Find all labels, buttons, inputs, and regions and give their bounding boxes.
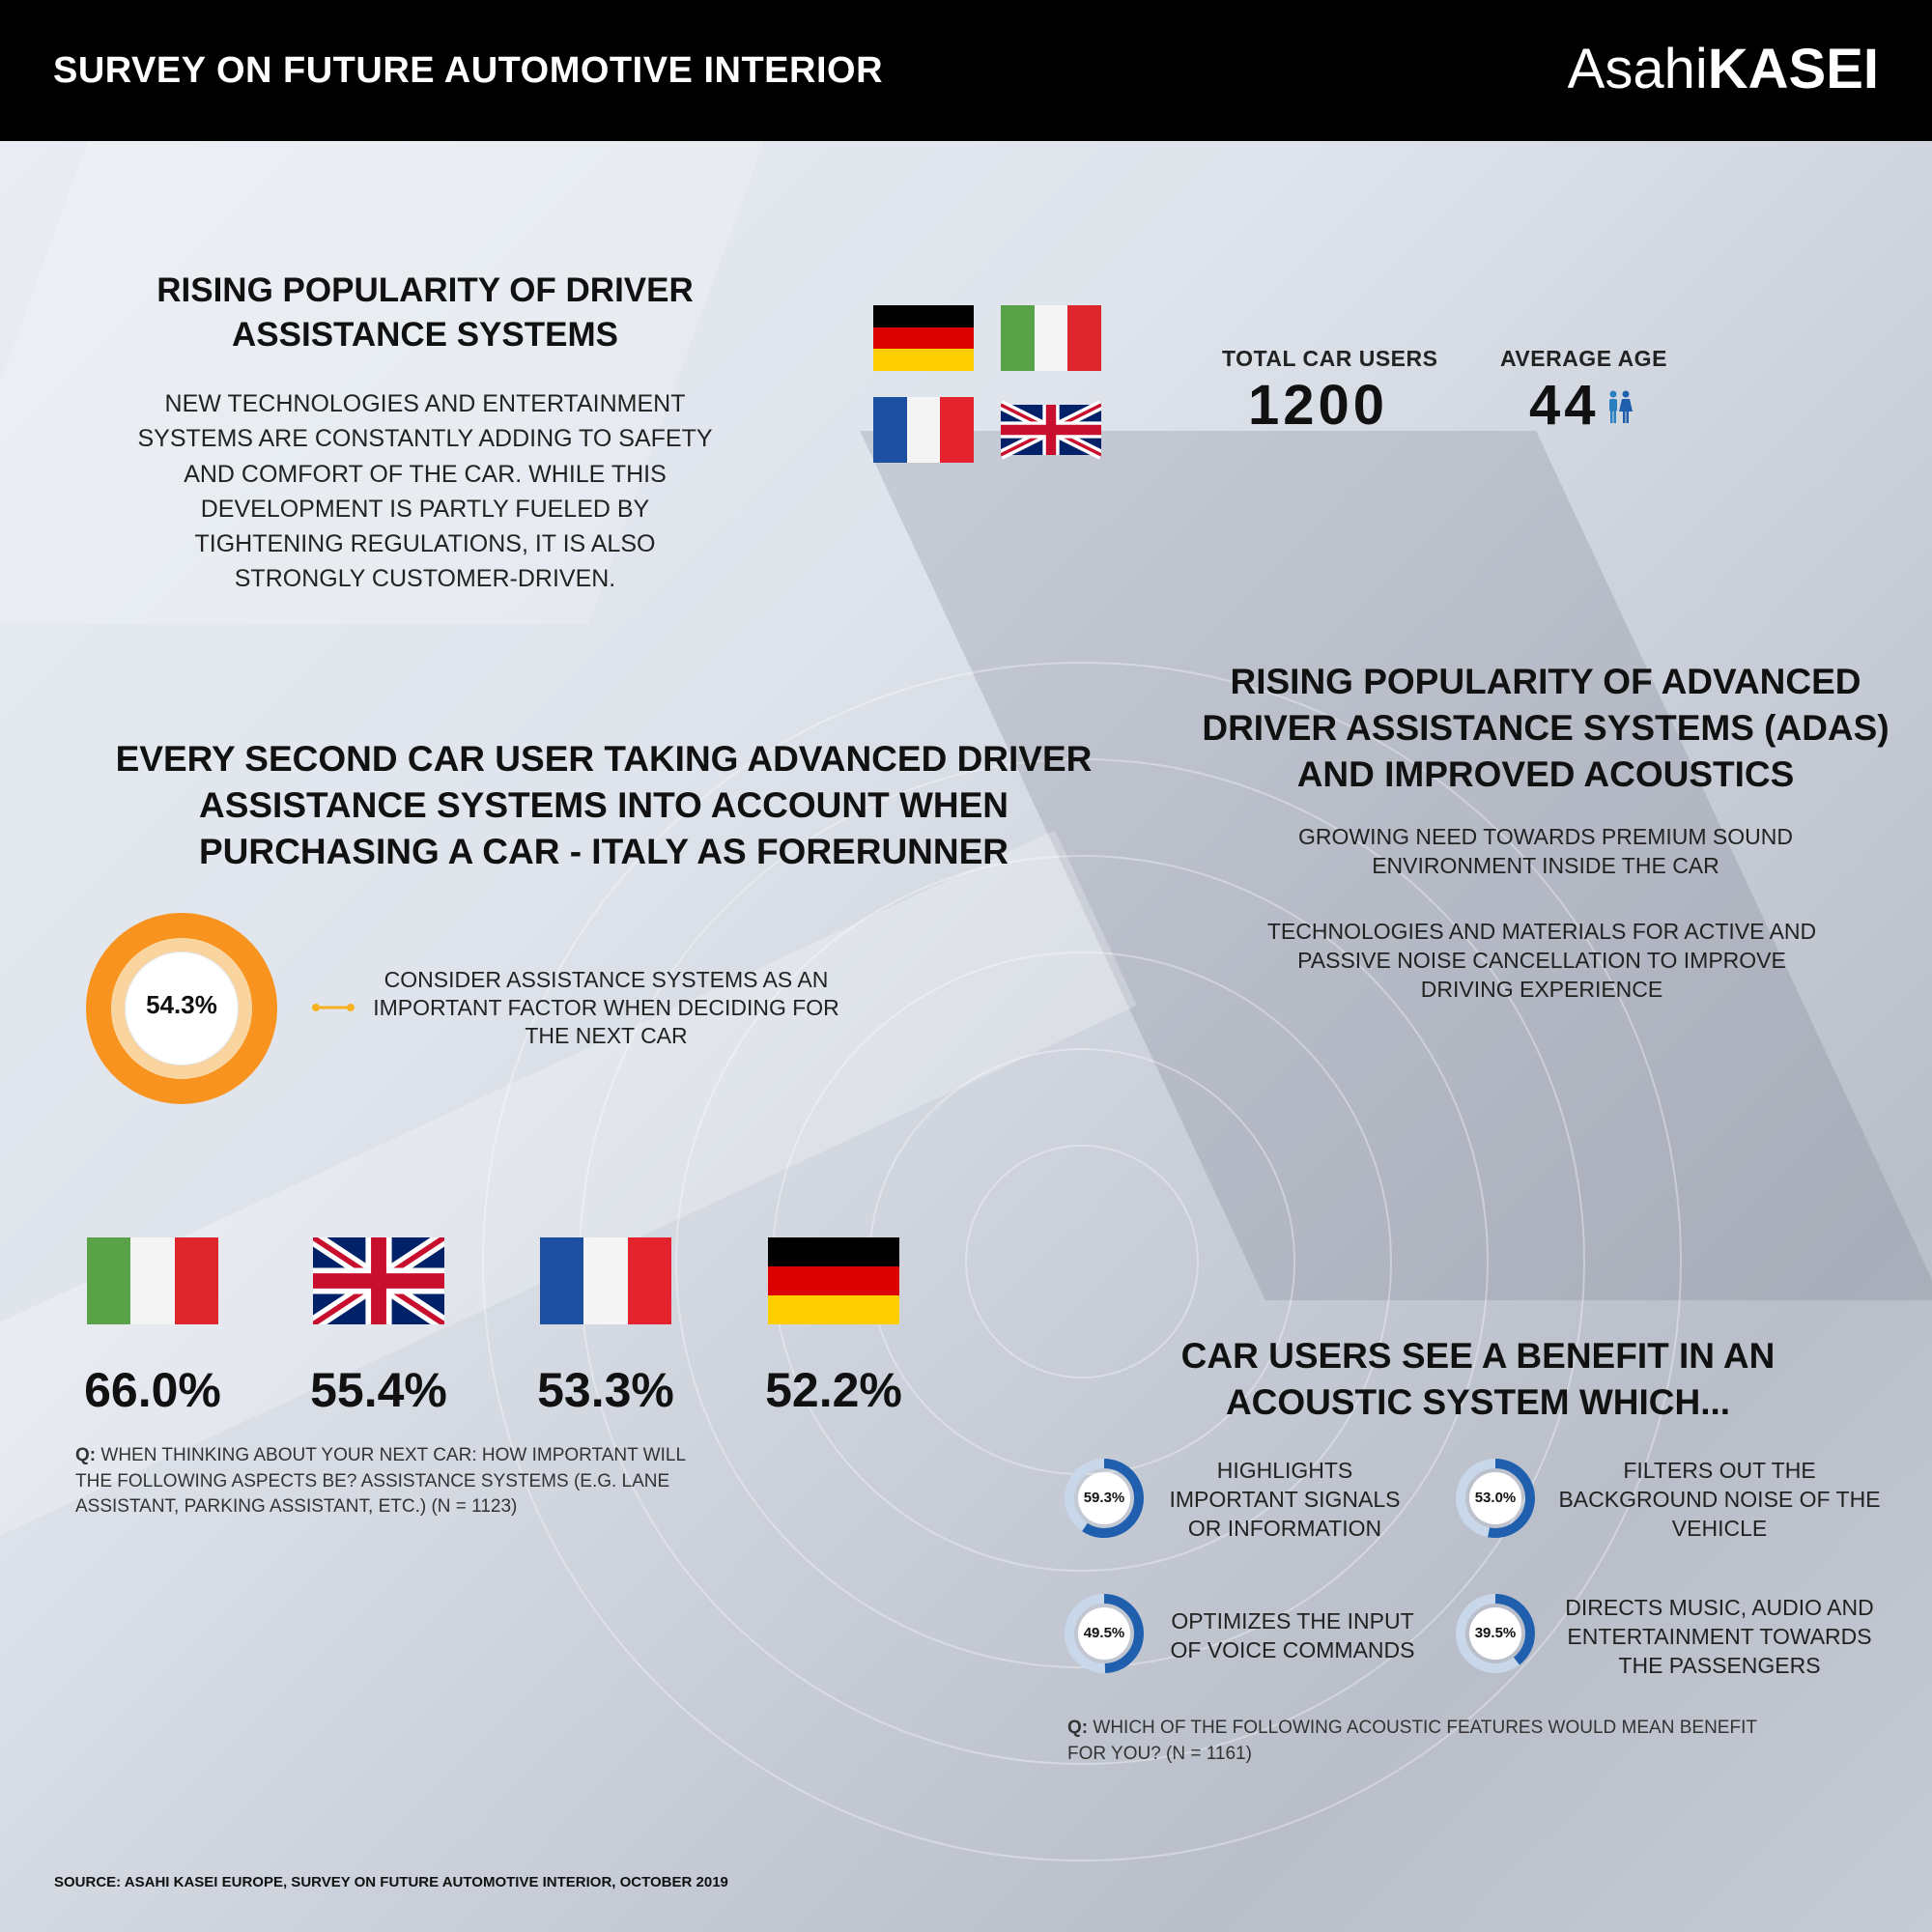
benefit-donut-value: 49.5% — [1083, 1625, 1125, 1641]
country-value-france: 53.3% — [537, 1363, 674, 1417]
total-car-users-label: TOTAL CAR USERS — [1222, 346, 1438, 371]
adas-heading: RISING POPULARITY OF ADVANCED DRIVER ASSISTANCE SYSTEMS (ADAS) AND IMPROVED ACOUSTICS — [1202, 662, 1889, 795]
intro-heading: RISING POPULARITY OF DRIVER ASSISTANCE SYSTEMS — [156, 271, 694, 354]
header-bar — [0, 0, 1932, 141]
connector-line — [312, 1001, 355, 1014]
france-flag — [873, 397, 974, 463]
uk-flag-large — [313, 1237, 444, 1324]
average-age-label: AVERAGE AGE — [1500, 346, 1667, 371]
italy-flag — [1001, 305, 1101, 371]
benefit-heading: CAR USERS SEE A BENEFIT IN AN ACOUSTIC SYSTEM WHICH... — [1180, 1336, 1776, 1423]
consider-donut-value: 54.3% — [146, 990, 217, 1019]
italy-flag-large — [87, 1237, 218, 1324]
consider-donut-text: CONSIDER ASSISTANCE SYSTEMS AS AN IMPORTANT FACTOR WHEN DECIDING FOR THE NEXT CAR — [373, 967, 839, 1049]
germany-flag — [873, 305, 974, 371]
benefit-donut-value: 39.5% — [1474, 1625, 1517, 1641]
benefit-question: Q: WHICH OF THE FOLLOWING ACOUSTIC FEATURES WOULD MEAN BENEFIT FOR YOU? (N = 1161) — [1067, 1718, 1757, 1764]
adas-point-1: GROWING NEED TOWARDS PREMIUM SOUND ENVIRONMENT INSIDE THE CAR — [1298, 824, 1793, 878]
benefit-text-1: HIGHLIGHTS IMPORTANT SIGNALS OR INFORMATION — [1169, 1458, 1401, 1541]
total-car-users-value: 1200 — [1248, 374, 1389, 437]
benefit-donut-value: 59.3% — [1083, 1490, 1125, 1506]
benefit-text-3: OPTIMIZES THE INPUT OF VOICE COMMANDS — [1170, 1608, 1415, 1662]
consider-question: Q: WHEN THINKING ABOUT YOUR NEXT CAR: HOW IMPORTANT WILL THE FOLLOWING ASPECTS BE? ASSISTANCE SYSTEMS (E.G. LANE ASSISTANT, PARKING ASSISTANT, ETC.) (N = 1123) — [75, 1445, 686, 1518]
germany-flag-large — [768, 1237, 899, 1324]
country-value-italy: 66.0% — [84, 1363, 221, 1417]
consider-heading: EVERY SECOND CAR USER TAKING ADVANCED DRIVER ASSISTANCE SYSTEMS INTO ACCOUNT WHEN PURCHASING A CAR - ITALY AS FORERUNNER — [115, 739, 1093, 872]
source-note: SOURCE: ASAHI KASEI EUROPE, SURVEY ON FUTURE AUTOMOTIVE INTERIOR, OCTOBER 2019 — [54, 1874, 728, 1890]
benefit-donut-value: 53.0% — [1474, 1490, 1517, 1506]
company-logo: AsahiKASEI — [1567, 38, 1879, 100]
intro-text: NEW TECHNOLOGIES AND ENTERTAINMENT SYSTEMS ARE CONSTANTLY ADDING TO SAFETY AND COMFORT OF THE CAR. WHILE THIS DEVELOPMENT IS PARTLY FUELED BY TIGHTENING REGULATIONS, IT IS ALSO STRONGLY CUSTOMER-DRIVEN. — [137, 390, 713, 593]
adas-point-2: TECHNOLOGIES AND MATERIALS FOR ACTIVE AND PASSIVE NOISE CANCELLATION TO IMPROVE DRIVING EXPERIENCE — [1266, 919, 1817, 1002]
benefit-text-4: DIRECTS MUSIC, AUDIO AND ENTERTAINMENT TOWARDS THE PASSENGERS — [1565, 1595, 1874, 1678]
country-value-uk: 55.4% — [310, 1363, 447, 1417]
france-flag-large — [540, 1237, 671, 1324]
page-title: SURVEY ON FUTURE AUTOMOTIVE INTERIOR — [53, 50, 884, 91]
uk-flag — [1001, 397, 1101, 463]
country-value-germany: 52.2% — [765, 1363, 902, 1417]
benefit-text-2: FILTERS OUT THE BACKGROUND NOISE OF THE VEHICLE — [1558, 1458, 1881, 1541]
average-age-value: 44 — [1529, 374, 1600, 437]
people-icon — [1606, 390, 1634, 425]
